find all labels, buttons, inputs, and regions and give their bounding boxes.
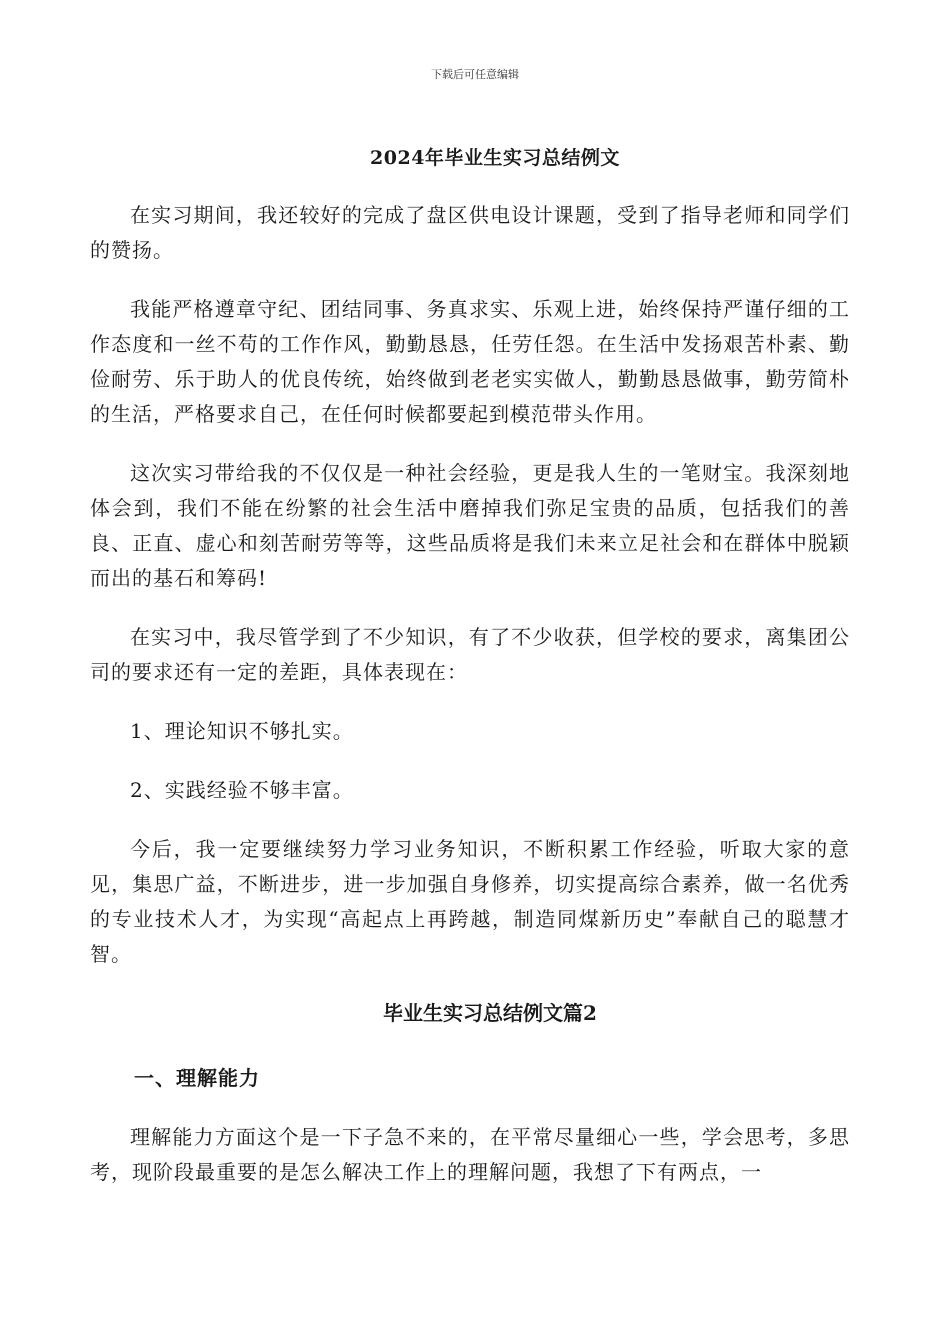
header-note: 下载后可任意编辑 [431, 68, 519, 81]
closing-paragraph: 今后，我一定要继续努力学习业务知识，不断积累工作经验，听取大家的意见，集思广益，不断进步，进一步加强自身修养，切实提高综合素养，做一名优秀的专业技术人才，为实现“高起点上再跨越，制造同煤新历史”奉献自己的聪慧才智。 [90, 837, 850, 966]
list-item-1: 1、理论知识不够扎实。 [130, 719, 354, 743]
document-title: 2024年毕业生实习总结例文 [370, 147, 620, 169]
paragraph-1: 在实习期间，我还较好的完成了盘区供电设计课题，受到了指导老师和同学们的赞扬。 [90, 203, 850, 262]
section-2-title: 毕业生实习总结例文篇2 [383, 1001, 597, 1025]
paragraph-3: 这次实习带给我的不仅仅是一种社会经验，更是我人生的一笔财宝。我深刻地体会到，我们不能在纷繁的社会生活中磨掉我们弥足宝贵的品质，包括我们的善良、正直、虚心和刻苦耐劳等等，这些品质将是我们未来立足社会和在群体中脱颖而出的基石和筹码! [90, 461, 850, 590]
document-body [90, 198, 850, 1214]
section-2-heading: 一、理解能力 [134, 1066, 260, 1090]
paragraph-4: 在实习中，我尽管学到了不少知识，有了不少收获，但学校的要求，离集团公司的要求还有一定的差距，具体表现在： [90, 625, 850, 684]
section-2-paragraph: 理解能力方面这个是一下子急不来的，在平常尽量细心一些，学会思考，多思考，现阶段最重要的是怎么解决工作上的理解问题，我想了下有两点，一 [90, 1125, 850, 1184]
list-item-2: 2、实践经验不够丰富。 [130, 778, 354, 802]
paragraph-2: 我能严格遵章守纪、团结同事、务真求实、乐观上进，始终保持严谨仔细的工作态度和一丝不苟的工作作风，勤勤恳恳，任劳任怨。在生活中发扬艰苦朴素、勤俭耐劳、乐于助人的优良传统，始终做到老老实实做人，勤勤恳恳做事，勤劳简朴的生活，严格要求自己，在任何时候都要起到模范带头作用。 [90, 297, 850, 426]
